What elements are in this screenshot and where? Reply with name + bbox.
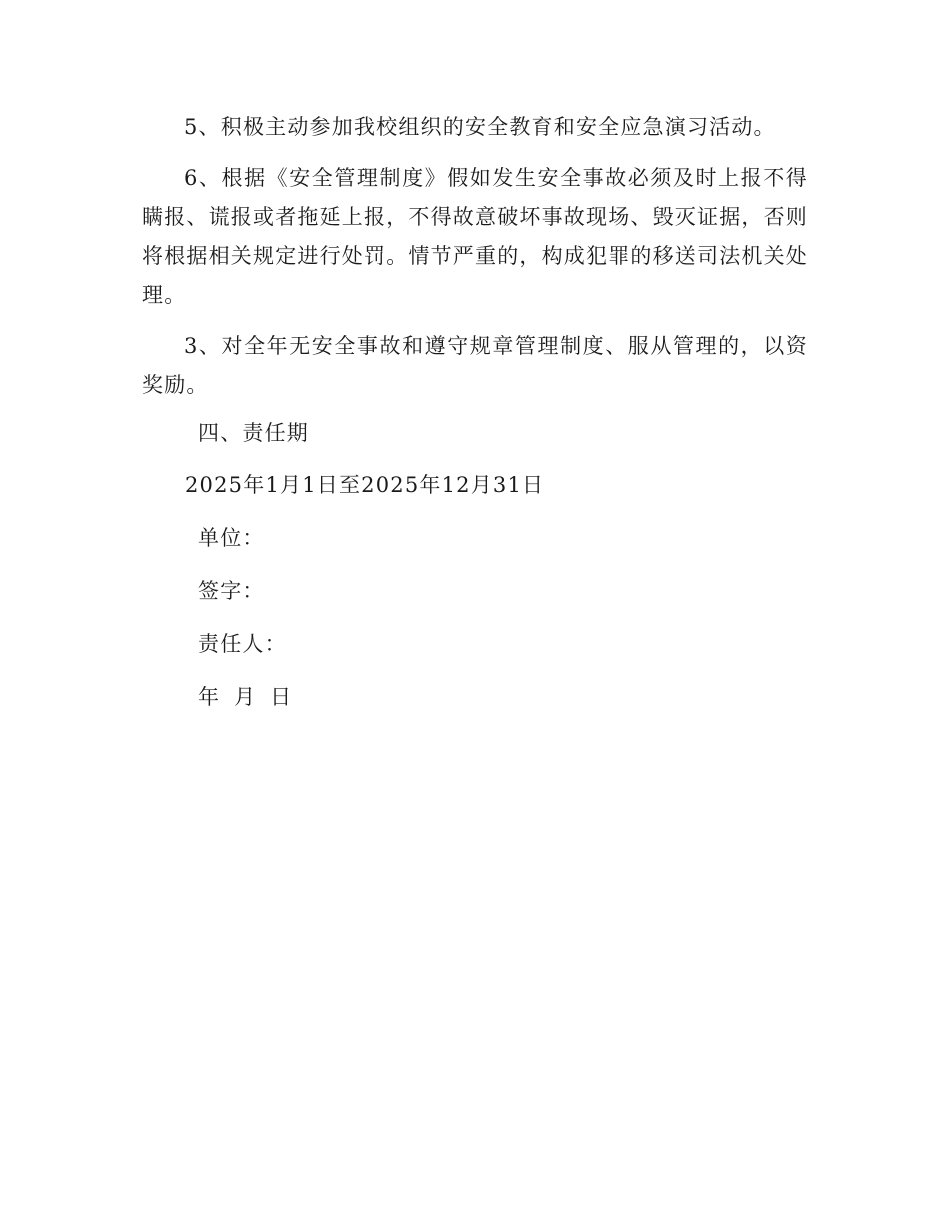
clause-5: 5、积极主动参加我校组织的安全教育和安全应急演习活动。 bbox=[184, 115, 776, 139]
signature-label: 签字： bbox=[198, 579, 265, 603]
unit-label: 单位： bbox=[198, 526, 265, 550]
responsibility-period-dates: 2025年1月1日至2025年12月31日 bbox=[185, 473, 545, 497]
clause-3-reward: 3、对全年无安全事故和遵守规章管理制度、服从管理的，以资奖励。 bbox=[142, 334, 808, 397]
date-label: 年 月 日 bbox=[198, 685, 293, 709]
document-body bbox=[142, 108, 808, 405]
section-heading-responsibility-period: 四、责任期 bbox=[198, 421, 309, 445]
clause-6: 6、根据《安全管理制度》假如发生安全事故必须及时上报不得瞒报、谎报或者拖延上报，不得故意破坏事故现场、毁灭证据，否则将根据相关规定进行处罚。情节严重的，构成犯罪的移送司法机关处理。 bbox=[142, 166, 808, 307]
responsible-person-label: 责任人： bbox=[198, 632, 287, 656]
